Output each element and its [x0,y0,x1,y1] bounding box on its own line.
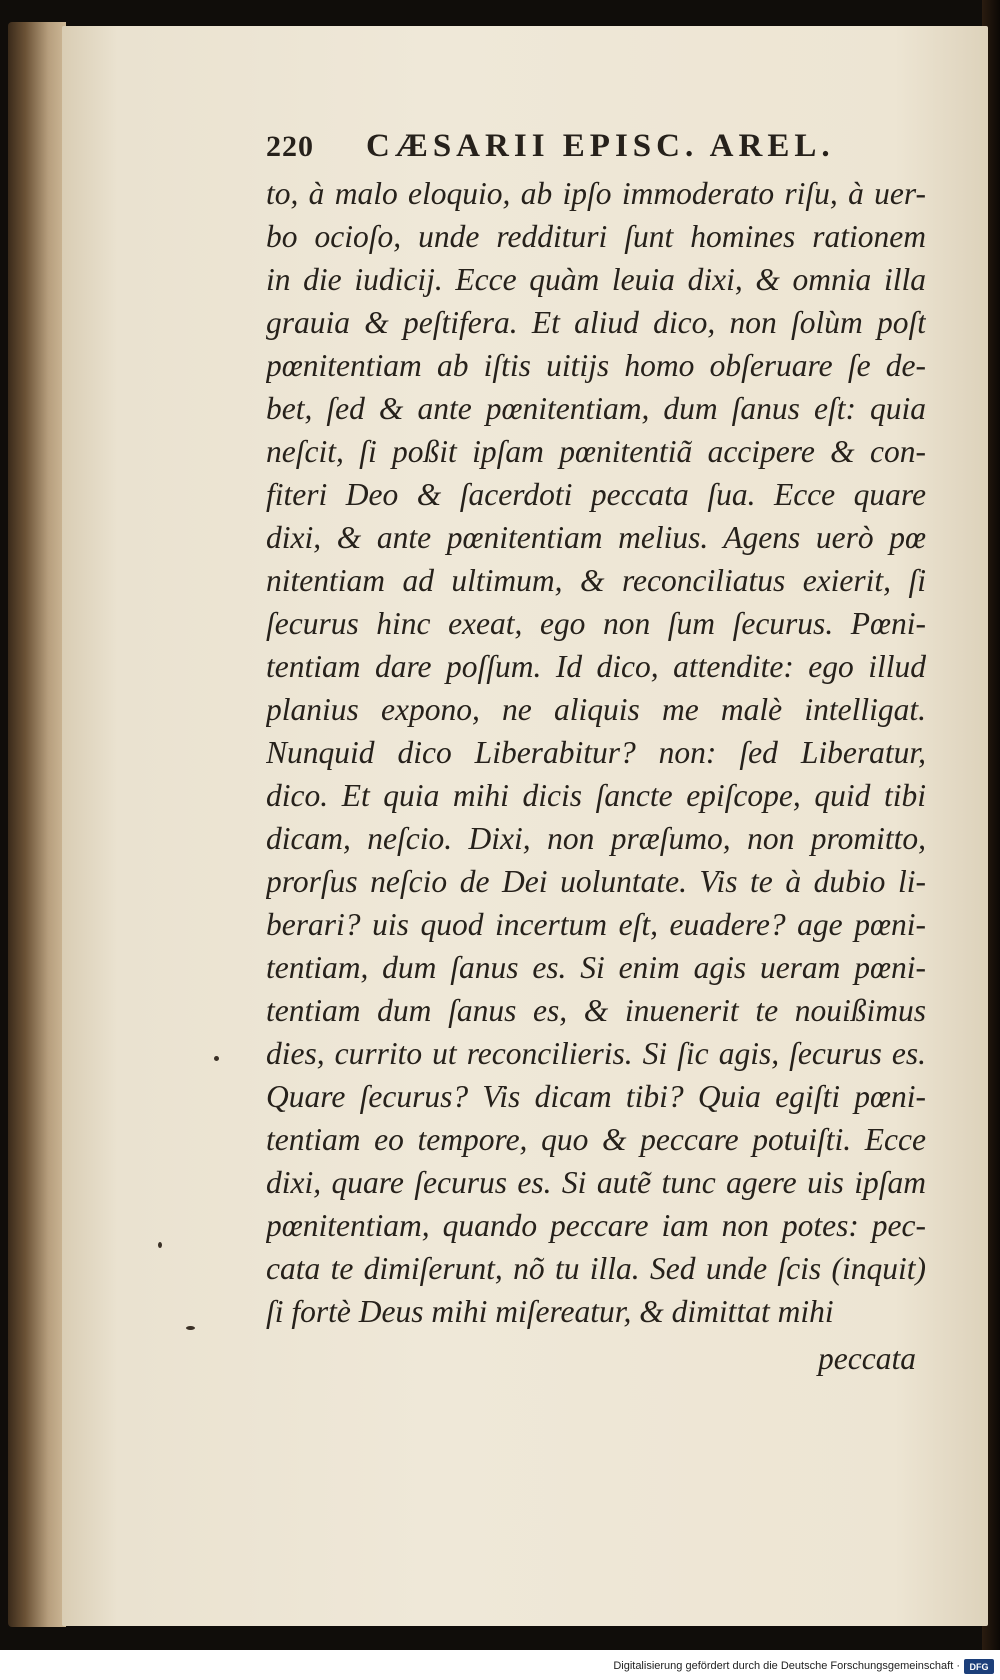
text-line: bet, ſed & ante pœnitentiam, dum ſanus eſt: quia [266,391,926,426]
text-line: dicam, neſcio. Dixi, non præſumo, non promitto, [266,821,926,856]
catchword: peccata [818,1341,916,1376]
page-text-block [266,128,926,1377]
footer-bar [0,1650,1000,1680]
running-title: CÆSARII EPISC. AREL. [366,128,835,164]
text-line: berari? uis quod incertum eſt, euadere? age pœni- [266,907,926,942]
text-line: Nunquid dico Liberabitur? non: ſed Liberatur, [266,735,926,770]
text-line: grauia & peſtifera. Et aliud dico, non ſolùm poſt [266,305,926,340]
text-line: dixi, & ante pœnitentiam melius. Agens uerò pœ [266,520,926,555]
text-line: dixi, quare ſecurus es. Si autẽ tunc agere uis ipſam [266,1165,926,1200]
book-page-edges [8,22,66,1627]
page-number: 220 [266,130,314,163]
text-line: ſecurus hinc exeat, ego non ſum ſecurus. Pœni- [266,606,926,641]
running-head [266,128,926,172]
text-line: bo ocioſo, unde reddituri ſunt homines rationem [266,219,926,254]
text-line: cata te dimiſerunt, nõ tu illa. Sed unde ſcis (inquit) [266,1251,926,1286]
text-line: ſi fortè Deus mihi miſereatur, & dimittat mihi [266,1294,834,1329]
text-line: dies, currito ut reconcilieris. Si ſic agis, ſecurus es. [266,1036,926,1071]
text-line: prorſus neſcio de Dei uoluntate. Vis te à dubio li- [266,864,926,899]
text-line: tentiam dum ſanus es, & inuenerit te nouißimus [266,993,926,1028]
text-line: to, à malo eloquio, ab ipſo immoderato riſu, à uer- [266,176,926,211]
text-line: pœnitentiam ab iſtis uitijs homo obſeruare ſe de- [266,348,926,383]
text-line: tentiam dare poſſum. Id dico, attendite: ego illud [266,649,926,684]
paper-speck [158,1242,162,1248]
text-line: nitentiam ad ultimum, & reconciliatus exierit, ſi [266,563,926,598]
text-line: fiteri Deo & ſacerdoti peccata ſua. Ecce quare [266,477,926,512]
text-line: planius expono, ne aliquis me malè intelligat. [266,692,926,727]
text-line: tentiam, dum ſanus es. Si enim agis ueram pœni- [266,950,926,985]
paper-speck [214,1056,219,1061]
digitization-credit: Digitalisierung gefördert durch die Deutsche Forschungsgemeinschaft · [613,1660,960,1672]
text-line: neſcit, ſi poßit ipſam pœnitentiã accipere & con- [266,434,926,469]
text-line: tentiam eo tempore, quo & peccare potuiſti. Ecce [266,1122,926,1157]
body-text [266,172,926,1333]
paper-speck [186,1326,195,1330]
text-line: Quare ſecurus? Vis dicam tibi? Quia egiſti pœni- [266,1079,926,1114]
dfg-logo: DFG [964,1659,994,1674]
text-line: in die iudicij. Ecce quàm leuia dixi, & omnia illa [266,262,926,297]
text-line: dico. Et quia mihi dicis ſancte epiſcope, quid tibi [266,778,926,813]
text-line: pœnitentiam, quando peccare iam non potes: pec- [266,1208,926,1243]
